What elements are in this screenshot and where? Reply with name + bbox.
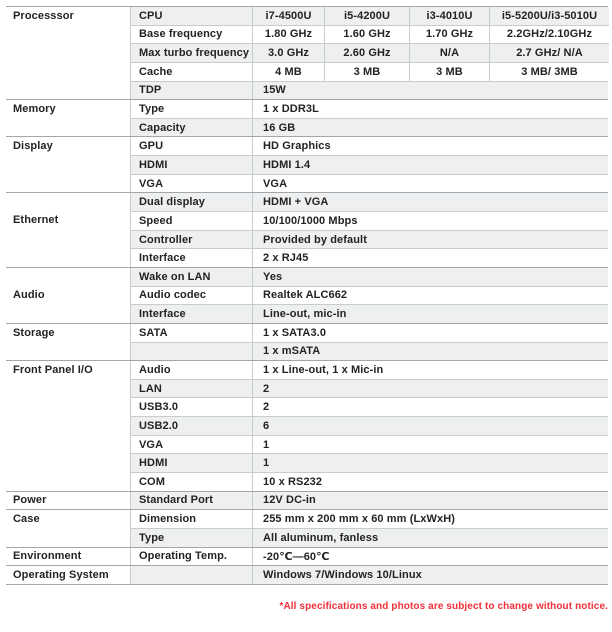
category-label: Display bbox=[6, 137, 130, 155]
table-row bbox=[6, 43, 608, 62]
row-body bbox=[130, 118, 608, 137]
row-body bbox=[130, 492, 608, 510]
spec-value: 2 x RJ45 bbox=[263, 252, 309, 265]
category-label: Ethernet bbox=[6, 211, 130, 230]
table-row bbox=[6, 397, 608, 416]
table-row bbox=[6, 509, 608, 528]
table-row bbox=[6, 304, 608, 323]
spec-value: VGA bbox=[263, 177, 288, 190]
spec-value: 2 bbox=[263, 382, 270, 395]
spec-value: HDMI + VGA bbox=[263, 196, 329, 209]
table-row bbox=[6, 267, 608, 286]
spec-name: CPU bbox=[131, 7, 253, 25]
row-body bbox=[130, 248, 608, 267]
spec-value: 2.2GHz/2.10GHz bbox=[489, 26, 609, 44]
category-label bbox=[6, 416, 130, 435]
category-label: Audio bbox=[6, 286, 130, 305]
row-body bbox=[130, 342, 608, 361]
category-label bbox=[6, 379, 130, 398]
table-row bbox=[6, 6, 608, 25]
row-body bbox=[130, 472, 608, 491]
row-body bbox=[130, 155, 608, 174]
table-row bbox=[6, 81, 608, 100]
spec-name: Wake on LAN bbox=[131, 268, 253, 286]
row-body bbox=[130, 510, 608, 528]
spec-value: 3 MB bbox=[324, 63, 409, 81]
spec-name: Type bbox=[131, 529, 253, 547]
table-row bbox=[6, 435, 608, 454]
category-label bbox=[6, 397, 130, 416]
spec-value: 1 x mSATA bbox=[263, 345, 321, 358]
category-label bbox=[6, 268, 130, 286]
spec-value: 2 bbox=[263, 401, 270, 414]
table-row bbox=[6, 565, 608, 584]
spec-value: HD Graphics bbox=[263, 140, 331, 153]
spec-value: 10 x RS232 bbox=[263, 475, 323, 488]
spec-value: i7-4500U bbox=[265, 9, 312, 22]
spec-value: i3-4010U bbox=[409, 7, 489, 25]
spec-name: Controller bbox=[131, 231, 253, 249]
spec-name: Interface bbox=[131, 249, 253, 267]
table-bottom-border bbox=[6, 584, 608, 585]
spec-value: Yes bbox=[263, 270, 283, 283]
spec-value: 6 bbox=[263, 419, 270, 432]
spec-name: HDMI bbox=[131, 454, 253, 472]
row-body bbox=[130, 174, 608, 193]
spec-value: i5-5200U/i3-5010U bbox=[489, 7, 609, 25]
spec-name: Audio codec bbox=[131, 287, 253, 305]
spec-table bbox=[6, 6, 608, 585]
category-label: Processsor bbox=[6, 7, 130, 25]
spec-value: 3 MB bbox=[409, 63, 489, 81]
spec-name: Speed bbox=[131, 212, 253, 230]
spec-value: 10/100/1000 Mbps bbox=[263, 214, 358, 227]
row-body bbox=[130, 453, 608, 472]
spec-name: TDP bbox=[131, 82, 253, 100]
category-label bbox=[6, 25, 130, 44]
spec-name: Dimension bbox=[131, 510, 253, 528]
spec-value: 2.7 GHz/ N/A bbox=[489, 44, 609, 62]
table-row bbox=[6, 379, 608, 398]
spec-value: Windows 7/Windows 10/Linux bbox=[263, 569, 422, 582]
category-label bbox=[6, 453, 130, 472]
row-body bbox=[130, 100, 608, 118]
table-row bbox=[6, 360, 608, 379]
category-label bbox=[6, 43, 130, 62]
spec-value: 3 MB/ 3MB bbox=[489, 63, 609, 81]
spec-name: COM bbox=[131, 473, 253, 491]
row-body bbox=[130, 397, 608, 416]
table-row bbox=[6, 136, 608, 155]
row-body bbox=[130, 25, 609, 44]
table-row bbox=[6, 99, 608, 118]
table-row bbox=[6, 155, 608, 174]
spec-name: Max turbo frequency bbox=[131, 44, 253, 62]
spec-name bbox=[131, 343, 253, 361]
table-row bbox=[6, 491, 608, 510]
spec-name: Standard Port bbox=[131, 492, 253, 510]
category-label bbox=[6, 230, 130, 249]
spec-value: N/A bbox=[409, 44, 489, 62]
row-body bbox=[130, 416, 608, 435]
category-label bbox=[6, 342, 130, 361]
spec-value: Line-out, mic-in bbox=[263, 308, 347, 321]
spec-value: 1 bbox=[263, 438, 270, 451]
row-body bbox=[130, 268, 608, 286]
table-row bbox=[6, 528, 608, 547]
table-row bbox=[6, 62, 608, 81]
row-body bbox=[130, 211, 608, 230]
row-body bbox=[130, 230, 608, 249]
row-body bbox=[130, 43, 609, 62]
category-label bbox=[6, 193, 130, 211]
table-row bbox=[6, 230, 608, 249]
row-body bbox=[130, 81, 608, 100]
category-label bbox=[6, 472, 130, 491]
spec-name: Base frequency bbox=[131, 26, 253, 44]
row-body bbox=[130, 304, 608, 323]
category-label bbox=[6, 62, 130, 81]
category-label: Front Panel I/O bbox=[6, 361, 130, 379]
spec-value: 2.60 GHz bbox=[324, 44, 409, 62]
table-row bbox=[6, 342, 608, 361]
row-body bbox=[130, 548, 608, 566]
spec-name: USB3.0 bbox=[131, 398, 253, 416]
spec-value: All aluminum, fanless bbox=[263, 531, 379, 544]
spec-name: Dual display bbox=[131, 193, 253, 211]
category-label: Operating System bbox=[6, 566, 130, 584]
spec-value: Provided by default bbox=[263, 233, 367, 246]
table-row bbox=[6, 118, 608, 137]
category-label bbox=[6, 304, 130, 323]
category-label: Environment bbox=[6, 548, 130, 566]
row-body bbox=[130, 193, 608, 211]
spec-name: Cache bbox=[131, 63, 253, 81]
spec-name: Operating Temp. bbox=[131, 548, 253, 566]
row-body bbox=[130, 324, 608, 342]
row-body bbox=[130, 62, 609, 81]
row-body bbox=[130, 566, 608, 584]
spec-value: 255 mm x 200 mm x 60 mm (LxWxH) bbox=[263, 513, 456, 526]
spec-value: 1.70 GHz bbox=[409, 26, 489, 44]
spec-name: GPU bbox=[131, 137, 253, 155]
table-row bbox=[6, 472, 608, 491]
spec-name: Interface bbox=[131, 305, 253, 323]
spec-name: USB2.0 bbox=[131, 417, 253, 435]
row-body bbox=[130, 435, 608, 454]
spec-value: 3.0 GHz bbox=[267, 47, 310, 60]
spec-value: 1.60 GHz bbox=[324, 26, 409, 44]
spec-name: Type bbox=[131, 100, 253, 118]
spec-name: VGA bbox=[131, 436, 253, 454]
category-label bbox=[6, 81, 130, 100]
spec-value: HDMI 1.4 bbox=[263, 158, 311, 171]
category-label bbox=[6, 155, 130, 174]
table-row bbox=[6, 416, 608, 435]
row-body bbox=[130, 379, 608, 398]
spec-name bbox=[131, 566, 253, 584]
table-row bbox=[6, 248, 608, 267]
category-label bbox=[6, 248, 130, 267]
spec-name: VGA bbox=[131, 175, 253, 193]
row-body bbox=[130, 528, 608, 547]
spec-value: 1 bbox=[263, 457, 270, 470]
spec-name: Capacity bbox=[131, 119, 253, 137]
spec-name: HDMI bbox=[131, 156, 253, 174]
spec-value: 1 x Line-out, 1 x Mic-in bbox=[263, 363, 384, 376]
category-label: Memory bbox=[6, 100, 130, 118]
table-row bbox=[6, 174, 608, 193]
category-label: Storage bbox=[6, 324, 130, 342]
table-row bbox=[6, 286, 608, 305]
spec-value: i5-4200U bbox=[324, 7, 409, 25]
spec-name: Audio bbox=[131, 361, 253, 379]
category-label bbox=[6, 528, 130, 547]
spec-value: -20℃—60℃ bbox=[263, 550, 330, 563]
category-label: Case bbox=[6, 510, 130, 528]
spec-value: 4 MB bbox=[275, 65, 302, 78]
disclaimer-note: *All specifications and photos are subject to change without notice. bbox=[279, 601, 608, 612]
spec-value: Realtek ALC662 bbox=[263, 289, 348, 302]
spec-value: 15W bbox=[263, 84, 286, 97]
table-row bbox=[6, 211, 608, 230]
row-body bbox=[130, 286, 608, 305]
row-body bbox=[130, 7, 609, 25]
row-body bbox=[130, 361, 608, 379]
table-row bbox=[6, 453, 608, 472]
category-label bbox=[6, 174, 130, 193]
spec-value: 16 GB bbox=[263, 121, 296, 134]
row-body bbox=[130, 137, 608, 155]
spec-value: 12V DC-in bbox=[263, 494, 316, 507]
table-row bbox=[6, 25, 608, 44]
spec-name: SATA bbox=[131, 324, 253, 342]
spec-name: LAN bbox=[131, 380, 253, 398]
category-label bbox=[6, 118, 130, 137]
spec-value: 1 x DDR3L bbox=[263, 103, 319, 116]
spec-value: 1 x SATA3.0 bbox=[263, 326, 327, 339]
table-row bbox=[6, 323, 608, 342]
category-label: Power bbox=[6, 492, 130, 510]
category-label bbox=[6, 435, 130, 454]
table-row bbox=[6, 192, 608, 211]
spec-value: 1.80 GHz bbox=[264, 28, 313, 41]
table-row bbox=[6, 547, 608, 566]
